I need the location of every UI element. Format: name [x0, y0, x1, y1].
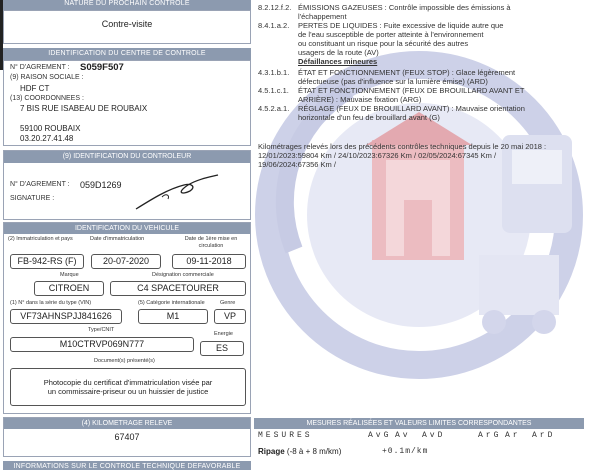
mileage-history-intro: Kilométrages relevés lors des précédents contrôles techniques depuis le 20 mai 2018 :	[258, 142, 547, 151]
mileage-value: 67407	[114, 432, 140, 442]
defect-text: usagers de la route (AV)	[298, 48, 379, 57]
defect-code: 4.5.2.a.1.	[258, 104, 290, 113]
designation-label: Désignation commerciale	[152, 272, 214, 278]
next-inspection-header: NATURE DU PROCHAIN CONTROLE	[3, 0, 251, 10]
date-immat-label: Date d'immatriculation	[90, 236, 145, 242]
type-field: M10CTRVP069N777	[10, 337, 194, 352]
controller-agrement-label: N° D'AGREMENT :	[10, 181, 70, 188]
measures-col-avg: AvG	[368, 431, 392, 440]
defects-info-header: INFORMATIONS SUR LE CONTROLE TECHNIQUE DEFAVORABLE	[3, 461, 251, 470]
center-header: IDENTIFICATION DU CENTRE DE CONTROLE	[3, 48, 251, 60]
center-box	[3, 60, 251, 146]
defect-text: ÉTAT ET FONCTIONNEMENT (FEUX STOP) : Glace légèrement	[298, 68, 516, 77]
defect-text: horizontale d'un feu de brouillard avant (G)	[298, 113, 440, 122]
designation-field: C4 SPACETOURER	[110, 281, 246, 296]
measures-col-mesures: MESURES	[258, 431, 313, 440]
mileage-header: (4) KILOMETRAGE RELEVE	[4, 418, 250, 429]
docs-label: Document(s) présenté(s)	[94, 358, 155, 364]
measures-col-arg: ArG	[478, 431, 502, 440]
defect-code: 8.4.1.a.2.	[258, 21, 290, 30]
address-line-2: 59100 ROUBAIX	[20, 124, 81, 133]
first-circulation-label: Date de 1ère mise en circulation	[184, 236, 238, 249]
genre-field: VP	[214, 309, 246, 324]
category-field: M1	[138, 309, 208, 324]
mileage-history-line-2: 19/06/2024:67356 Km /	[258, 160, 336, 169]
controller-agrement-value: 059D1269	[80, 180, 122, 190]
center-agrement-label: N° D'AGREMENT :	[10, 64, 70, 71]
defect-code: 8.2.12.f.2.	[258, 3, 292, 12]
marque-field: CITROEN	[34, 281, 104, 296]
next-inspection-box	[3, 10, 251, 44]
center-phone: 03.20.27.41.48	[20, 134, 74, 143]
defect-text: ÉMISSIONS GAZEUSES : Contrôle impossible des émissions à	[298, 3, 511, 12]
signature-label: SIGNATURE :	[10, 195, 55, 202]
energy-label: Energie	[214, 331, 233, 337]
energy-field: ES	[200, 341, 244, 356]
left-column	[0, 0, 254, 470]
defect-code: 4.3.1.b.1.	[258, 68, 290, 77]
immat-label: (2) Immatriculation et pays	[8, 236, 73, 242]
controller-signature	[132, 173, 222, 213]
measures-header: MESURES RÉALISÉES ET VALEURS LIMITES CORRESPONDANTES	[254, 418, 584, 429]
raison-sociale-label: (9) RAISON SOCIALE :	[10, 74, 84, 81]
category-label: (5) Catégorie internationale	[138, 300, 205, 306]
defect-text: de l'eau susceptible de porter atteinte à l'environnement	[298, 30, 484, 39]
controller-box	[3, 150, 251, 220]
raison-sociale-value: HDF CT	[20, 84, 50, 93]
genre-label: Genre	[220, 300, 236, 306]
defect-text: ÉTAT ET FONCTIONNEMENT (FEUX DE BROUILLARD AVANT ET	[298, 86, 525, 95]
vin-label: (1) N° dans la série du type (VIN)	[10, 300, 92, 306]
measures-col-av: Av	[395, 431, 411, 440]
marque-label: Marque	[60, 272, 79, 278]
address-line-1: 7 BIS RUE ISABEAU DE ROUBAIX	[20, 104, 148, 113]
ripage-label: Ripage	[258, 447, 285, 456]
right-column	[254, 0, 592, 470]
type-label: Type/CNIT	[88, 327, 115, 333]
ripage-row	[258, 447, 341, 456]
minor-defects-title: Défaillances mineures	[298, 57, 378, 66]
vehicle-header: IDENTIFICATION DU VEHICULE	[4, 223, 250, 234]
controller-header: (9) IDENTIFICATION DU CONTROLEUR	[4, 151, 250, 163]
defect-text: RÉGLAGE (FEUX DE BROUILLARD AVANT) : Mauvaise orientation	[298, 104, 525, 113]
date-immat-field: 20-07-2020	[91, 254, 161, 269]
measures-col-ar: Ar	[505, 431, 521, 440]
defect-text: l'échappement	[298, 12, 347, 21]
mileage-box	[3, 417, 251, 457]
defect-text: défectueuse (pas d'influence sur la lumière émise) (ARD)	[298, 77, 488, 86]
defect-code: 4.5.1.c.1.	[258, 86, 289, 95]
center-agrement-value: S059F507	[80, 62, 124, 73]
defect-text: ARRIÈRE) : Mauvaise fixation (ARG)	[298, 95, 422, 104]
measures-col-ard: ArD	[532, 431, 556, 440]
defect-text: ou constituant un risque pour la sécurité des autres	[298, 39, 469, 48]
ripage-value: +0.1m/km	[382, 447, 429, 456]
defect-text: PERTES DE LIQUIDES : Fuite excessive de liquide autre que	[298, 21, 504, 30]
ripage-limits: (-8 à + 8 m/km)	[286, 447, 342, 456]
docs-field: Photocopie du certificat d'immatriculation visée par un commissaire-priseur ou un huissier de justice	[10, 368, 246, 406]
vehicle-box	[3, 222, 251, 414]
immat-field: FB-942-RS (F)	[10, 254, 84, 269]
coordonnees-label: (13) COORDONNEES :	[10, 95, 84, 102]
mileage-history-line-1: 12/01/2023:59804 Km / 24/10/2023:67326 Km / 02/05/2024:67345 Km /	[258, 151, 497, 160]
first-circulation-field: 09-11-2018	[172, 254, 246, 269]
measures-col-avd: AvD	[422, 431, 446, 440]
next-inspection-value: Contre-visite	[101, 19, 153, 29]
vin-field: VF73AHNSPJJ841626	[10, 309, 122, 324]
